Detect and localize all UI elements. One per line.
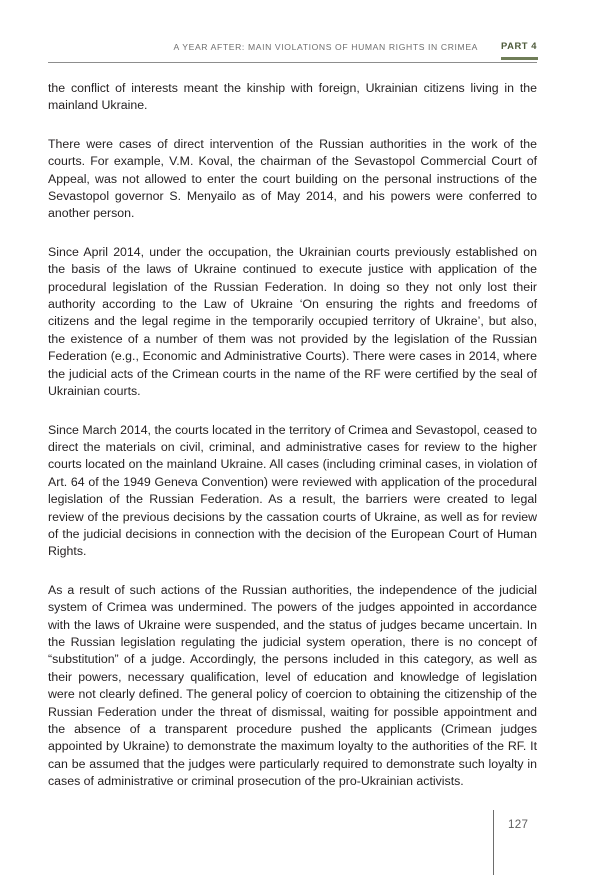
header-divider-rule	[48, 62, 537, 63]
paragraph: Since March 2014, the courts located in the territory of Crimea and Sevastopol, ceased to direct the materials on civil, criminal, and administrative cases for review to the higher courts located on the mainland Ukraine. All cases (including criminal cases, in violation of Art. 64 of the 1949 Geneva Convention) were reviewed with application of the procedural legislation of the Russian Federation. As a result, the barriers were created to legal review of the previous decisions by the cassation courts of Ukraine, as well as for review of the judicial decisions in connection with the decision of the European Court of Human Rights.	[48, 422, 537, 559]
page-footer	[0, 806, 600, 871]
paragraph: As a result of such actions of the Russian authorities, the independence of the judicial system of Crimea was undermined. The powers of the judges appointed in accordance with the laws of Ukraine were suspended, and the status of judges became uncertain. In the Russian legislation regulating the judicial system operation, there is no concept of “substitution” of a judge. Accordingly, the persons included in this category, as well as their powers, necessary qualification, level of education and knowledge of legislation were not clearly defined. The general policy of coercion to obtaining the citizenship of the Russian Federation under the threat of dismissal, waiting for possible appointment and the absence of a transparent procedure pushed the applicants (Crimean judges appointed by Ukraine) to demonstrate the maximum loyalty to the authorities of the RF. It can be assumed that the judges were particularly required to demonstrate such loyalty in cases of administrative or criminal prosecution of the pro-Ukrainian activists.	[48, 582, 537, 789]
page-number: 127	[508, 818, 529, 831]
paragraph: Since April 2014, under the occupation, the Ukrainian courts previously established on the basis of the laws of Ukraine continued to execute justice with application of the procedural legislation of the Russian Federation. In doing so they not only lost their authority according to the Law of Ukraine ‘On ensuring the rights and freedoms of citizens and the legal regime in the temporarily occupied territory of Ukraine’, but also, the existence of a number of them was not provided by the legislation of the Russian Federation (e.g., Economic and Administrative Courts). There were cases in 2014, where the judicial acts of the Crimean courts in the name of the RF were certified by the seal of Ukrainian courts.	[48, 244, 537, 399]
paragraph: the conflict of interests meant the kinship with foreign, Ukrainian citizens living in the mainland Ukraine.	[48, 81, 537, 113]
footer-vertical-rule	[493, 810, 494, 875]
body-text-column	[48, 80, 537, 791]
paragraph: There were cases of direct intervention of the Russian authorities in the work of the courts. For example, V.M. Koval, the chairman of the Sevastopol Commercial Court of Appeal, was not allowed to enter the court building on the personal instructions of the Sevastopol governor S. Menyailo as of May 2014, and his powers were conferred to another person.	[48, 136, 537, 221]
running-header-part-label	[501, 40, 537, 52]
part-label-text: PART 4	[501, 40, 537, 51]
part-label-underline	[501, 57, 538, 60]
running-header	[48, 40, 537, 62]
running-header-title: A YEAR AFTER: MAIN VIOLATIONS OF HUMAN RIGHTS IN CRIMEA	[173, 42, 479, 52]
